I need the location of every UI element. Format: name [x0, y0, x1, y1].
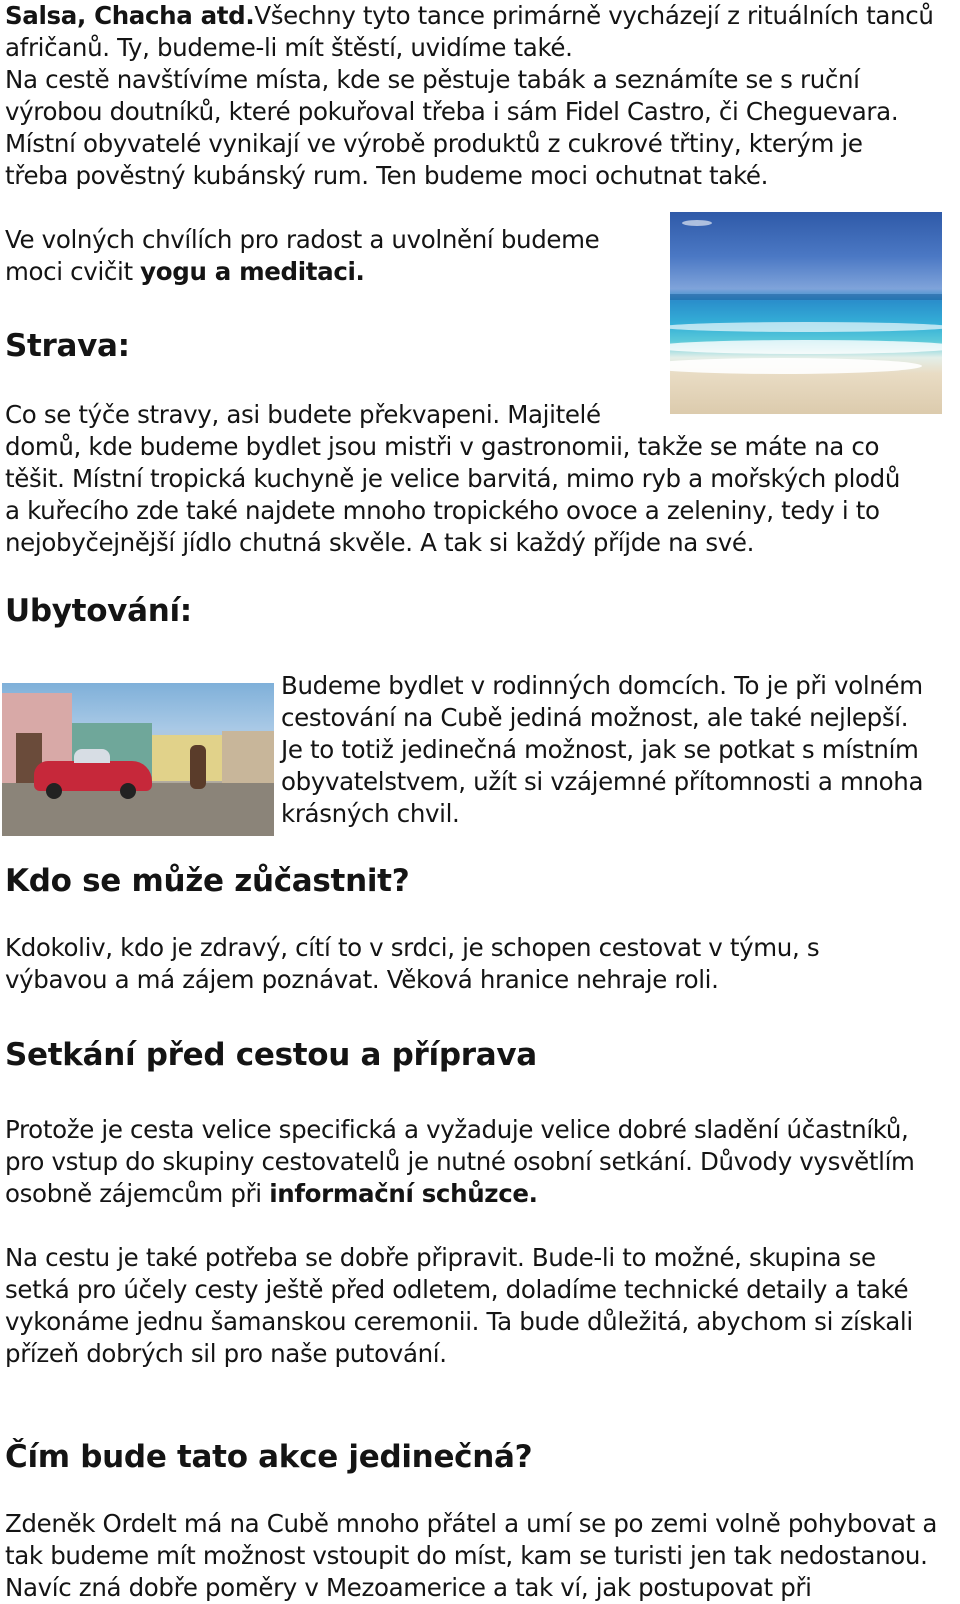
- horse-shape: [190, 745, 206, 789]
- paragraph-line: výbavou a má zájem poznávat. Věková hranice nehraje roli.: [5, 965, 719, 994]
- paragraph-line: nejobyčejnější jídlo chutná skvěle. A tak si každý příjde na své.: [5, 528, 755, 557]
- text-span: moci cvičit: [5, 257, 141, 286]
- paragraph-line: afričanů. Ty, budeme-li mít štěstí, uvidíme také.: [5, 33, 573, 62]
- bold-text: Salsa, Chacha atd.: [5, 1, 255, 30]
- paragraph-line: těšit. Místní tropická kuchyně je velice barvitá, mimo ryb a mořských plodů: [5, 464, 901, 493]
- paragraph-line: Zdeněk Ordelt má na Cubě mnoho přátel a umí se po zemi volně pohybovat a: [5, 1509, 938, 1538]
- paragraph-line: třeba pověstný kubánský rum. Ten budeme moci ochutnat také.: [5, 161, 769, 190]
- beach-photo: [670, 212, 942, 414]
- section-heading-setkani: Setkání před cestou a příprava: [5, 1037, 537, 1073]
- wave-shape: [670, 322, 942, 332]
- paragraph-line: Ve volných chvílích pro radost a uvolnění budeme: [5, 225, 600, 254]
- paragraph-line: vykonáme jednu šamanskou ceremonii. Ta bude důležitá, abychom si získali: [5, 1307, 913, 1336]
- paragraph-line: cestování na Cubě jediná možnost, ale také nejlepší.: [281, 703, 909, 732]
- wheel-shape: [46, 783, 62, 799]
- section-heading-jedinecna: Čím bude tato akce jedinečná?: [5, 1439, 533, 1475]
- paragraph-line: obyvatelstvem, užít si vzájemné přítomnosti a mnoha: [281, 767, 924, 796]
- paragraph-line: pro vstup do skupiny cestovatelů je nutné osobní setkání. Důvody vysvětlím: [5, 1147, 915, 1176]
- bold-text: informační schůzce.: [269, 1179, 538, 1208]
- paragraph-line: Je to totiž jedinečná možnost, jak se potkat s místním: [281, 735, 919, 764]
- paragraph-line: [5, 0, 934, 32]
- house-shape: [222, 731, 274, 783]
- wave-shape: [670, 358, 922, 374]
- paragraph-line: setká pro účely cesty ještě před odletem, doladíme technické detaily a také: [5, 1275, 909, 1304]
- paragraph-line: Budeme bydlet v rodinných domcích. To je při volném: [281, 671, 923, 700]
- section-heading-strava: Strava:: [5, 328, 130, 364]
- paragraph-line: domů, kde budeme bydlet jsou mistři v gastronomii, takže se máte na co: [5, 432, 880, 461]
- horizon-shape: [670, 294, 942, 300]
- bold-text: yogu a meditaci.: [140, 257, 365, 286]
- wheel-shape: [120, 783, 136, 799]
- text-span: osobně zájemcům při: [5, 1179, 270, 1208]
- street-photo: [2, 683, 274, 836]
- paragraph-line: tak budeme mít možnost vstoupit do míst, kam se turisti jen tak nedostanou.: [5, 1541, 928, 1570]
- paragraph-line: výrobou doutníků, které pokuřoval třeba i sám Fidel Castro, či Cheguevara.: [5, 97, 899, 126]
- paragraph-line: a kuřecího zde také najdete mnoho tropického ovoce a zeleniny, tedy i to: [5, 496, 880, 525]
- paragraph-line: Co se týče stravy, asi budete překvapeni. Majitelé: [5, 400, 601, 429]
- paragraph-line: Protože je cesta velice specifická a vyžaduje velice dobré sladění účastníků,: [5, 1115, 909, 1144]
- paragraph-line: krásných chvil.: [281, 799, 460, 828]
- text-span: Všechny tyto tance primárně vycházejí z rituálních tanců: [254, 1, 934, 30]
- paragraph-line: Místní obyvatelé vynikají ve výrobě produktů z cukrové třtiny, kterým je: [5, 129, 863, 158]
- wave-shape: [670, 340, 942, 354]
- cloud-shape: [682, 220, 712, 226]
- section-heading-ubytovani: Ubytování:: [5, 593, 192, 629]
- house-shape: [152, 735, 222, 781]
- paragraph-line: Kdokoliv, kdo je zdravý, cítí to v srdci, je schopen cestovat v týmu, s: [5, 933, 820, 962]
- paragraph-line: Na cestě navštívíme místa, kde se pěstuje tabák a seznámíte se s ruční: [5, 65, 860, 94]
- paragraph-line: přízeň dobrých sil pro naše putování.: [5, 1339, 447, 1368]
- paragraph-line: [5, 256, 365, 288]
- section-heading-kdo: Kdo se může zůčastnit?: [5, 863, 410, 899]
- paragraph-line: Na cestu je také potřeba se dobře připravit. Bude-li to možné, skupina se: [5, 1243, 876, 1272]
- paragraph-line: [5, 1178, 538, 1210]
- paragraph-line: Navíc zná dobře poměry v Mezoamerice a tak ví, jak postupovat při: [5, 1573, 812, 1602]
